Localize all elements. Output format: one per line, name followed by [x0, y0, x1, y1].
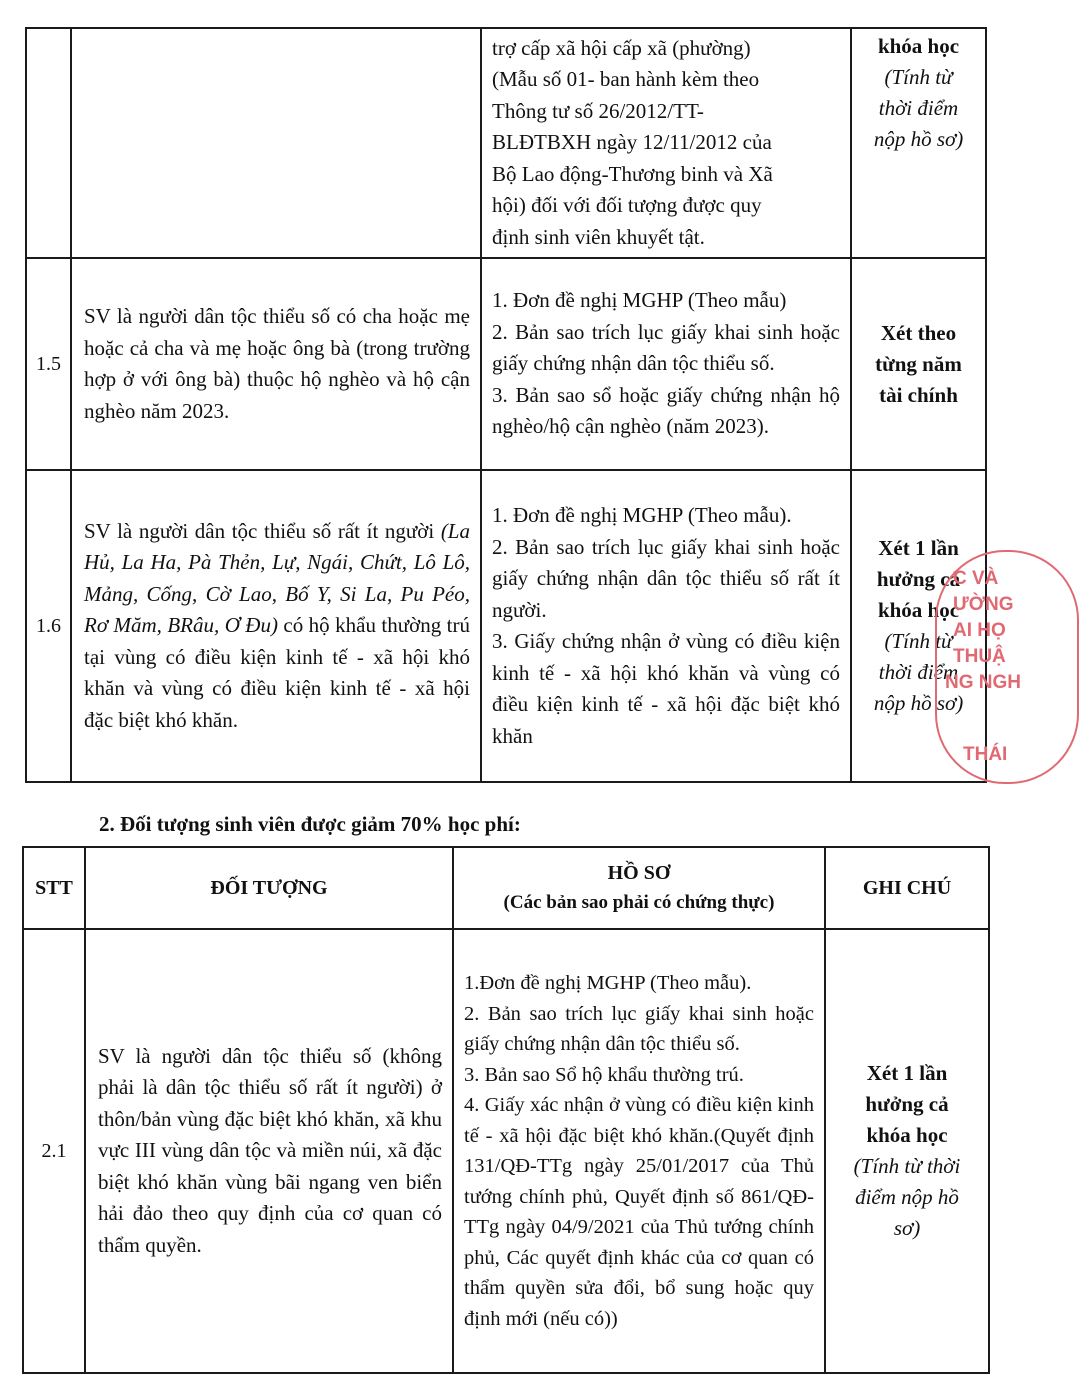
note-bold-line: Xét theo	[880, 320, 957, 345]
table-row	[26, 258, 986, 470]
table-row	[26, 28, 986, 258]
document-line: Bộ Lao động-Thương binh và Xã	[492, 161, 773, 186]
document-line: 1.Đơn đề nghị MGHP (Theo mẫu).	[464, 972, 752, 994]
stamp-text: ƯỜNG	[953, 594, 1014, 615]
note-bold-line: khóa học	[866, 1123, 948, 1147]
document-line: 1. Đơn đề nghị MGHP (Theo mẫu)	[492, 288, 787, 313]
note-bold-line: khóa học	[877, 34, 960, 58]
header-documents-title: HỒ SƠ	[607, 862, 671, 884]
documents-cell	[481, 470, 851, 782]
stamp-text: AI HỌ	[953, 620, 1006, 641]
document-line: 1. Đơn đề nghị MGHP (Theo mẫu).	[492, 503, 792, 527]
document-line: 4. Giấy xác nhận ở vùng có điều kiện kinh tế - xã hội đặc biệt khó khăn.(Quyết định 131/QĐ-TTg ngày 25/01/2017 của Thủ tướng chính phủ, Quyết định số 861/QĐ-TTg ngày 04/9/2021 của Thủ tướng chính phủ, Các quyết định khác của cơ quan có thẩm quyền sửa đổi, bổ sung hoặc quy định mới (nếu có))	[464, 1094, 814, 1330]
note-bold-line: khóa học	[877, 598, 960, 622]
document-line: hội) đối với đối tượng được quy	[492, 193, 762, 218]
table-row	[26, 470, 986, 782]
note-cell	[825, 929, 989, 1373]
stt-cell: 2.1	[23, 929, 85, 1373]
document-line: BLĐTBXH ngày 12/11/2012 của	[492, 130, 772, 155]
document-line: 2. Bản sao trích lục giấy khai sinh hoặc giấy chứng nhận dân tộc thiểu số.	[464, 1002, 814, 1055]
note-italic-line: (Tính từ	[884, 65, 953, 89]
subject-cell	[71, 28, 481, 258]
stamp-text: THÁI	[963, 744, 1008, 765]
exemption-table-70	[22, 846, 990, 1374]
document-line: 3. Bản sao sổ hoặc giấy chứng nhận hộ nghèo/hộ cận nghèo (năm 2023).	[492, 382, 840, 439]
subject-text: SV là người dân tộc thiểu số rất ít người	[84, 518, 441, 543]
ethnic-groups-list: (La Hủ, La Ha, Pà Thẻn, Lự, Ngái, Chứt, Lô Lô, Mảng, Cống, Cờ Lao, Bố Y, Si La, Pu Péo, Rơ Măm, BRâu, Ơ Đu)	[84, 518, 470, 638]
stt-cell	[26, 28, 71, 258]
document-line: (Mẫu số 01- ban hành kèm theo	[492, 67, 760, 92]
documents-cell	[481, 28, 851, 258]
document-line: định sinh viên khuyết tật.	[492, 224, 705, 249]
note-bold-line: Xét 1 lần	[866, 1061, 948, 1085]
document-line: 2. Bản sao trích lục giấy khai sinh hoặc giấy chứng nhận dân tộc thiểu số.	[492, 319, 840, 376]
stamp-text: C VÀ	[953, 568, 999, 589]
header-subject: ĐỐI TƯỢNG	[85, 847, 453, 929]
documents-cell	[453, 929, 825, 1373]
section-heading: 2. Đối tượng sinh viên được giảm 70% học phí:	[99, 812, 521, 836]
note-bold-line: hưởng cả	[876, 567, 961, 591]
document-line: 2. Bản sao trích lục giấy khai sinh hoặc giấy chứng nhận dân tộc thiểu số rất ít người.	[492, 534, 840, 622]
note-italic-line: (Tính từ thời	[853, 1154, 961, 1178]
note-italic-line: (Tính từ	[884, 629, 953, 653]
document-line: 3. Bản sao Sổ hộ khẩu thường trú.	[464, 1063, 744, 1086]
subject-cell	[71, 470, 481, 782]
note-italic-line: điểm nộp hồ	[855, 1185, 959, 1209]
stt-cell: 1.5	[26, 258, 71, 470]
table-row	[23, 929, 989, 1373]
note-italic-line: thời điểm	[878, 660, 959, 684]
note-bold-line: Xét 1 lần	[878, 536, 959, 560]
header-documents	[453, 847, 825, 929]
header-stt: STT	[23, 847, 85, 929]
note-italic-line: nộp hồ sơ)	[873, 127, 964, 151]
stt-cell: 1.6	[26, 470, 71, 782]
note-cell	[851, 28, 986, 258]
note-italic-line: nộp hồ sơ)	[873, 691, 964, 715]
note-italic-line: thời điểm	[878, 96, 959, 120]
stamp-text: NG NGH	[945, 672, 1021, 693]
document-line: 3. Giấy chứng nhận ở vùng có điều kiện kinh tế - xã hội khó khăn và vùng có điều kiện kinh tế - xã hội đặc biệt khó khăn	[492, 629, 840, 748]
subject-cell: SV là người dân tộc thiểu số (không phải là dân tộc thiểu số rất ít người) ở thôn/bản vùng đặc biệt khó khăn, xã khu vực III vùng dân tộc và miền núi, xã đặc biệt khó khăn vùng bãi ngang ven biển hải đảo theo quy định của cơ quan có thẩm quyền.	[85, 929, 453, 1373]
subject-cell: SV là người dân tộc thiểu số có cha hoặc mẹ hoặc cả cha và mẹ hoặc ông bà (trong trường hợp ở với ông bà) thuộc hộ nghèo và hộ cận nghèo năm 2023.	[71, 258, 481, 470]
subject-text: có hộ khẩu thường trú tại vùng có điều kiện kinh tế - xã hội khó khăn và vùng có điều kiện kinh tế - xã hội đặc biệt khó khăn.	[84, 613, 470, 732]
note-bold-line: tài chính	[879, 382, 958, 407]
exemption-table-continued	[25, 27, 987, 783]
document-line: trợ cấp xã hội cấp xã (phường)	[492, 35, 751, 60]
note-bold-line: từng năm	[875, 351, 962, 376]
note-cell	[851, 258, 986, 470]
header-note: GHI CHÚ	[825, 847, 989, 929]
table-header-row	[23, 847, 989, 929]
document-line: Thông tư số 26/2012/TT-	[492, 98, 704, 123]
documents-cell	[481, 258, 851, 470]
official-seal-stamp	[935, 550, 1079, 784]
header-documents-subtitle: (Các bản sao phải có chứng thực)	[503, 892, 775, 913]
stamp-text: THUẬ	[953, 646, 1006, 667]
note-bold-line: hưởng cả	[865, 1092, 949, 1116]
note-italic-line: sơ)	[893, 1216, 921, 1240]
